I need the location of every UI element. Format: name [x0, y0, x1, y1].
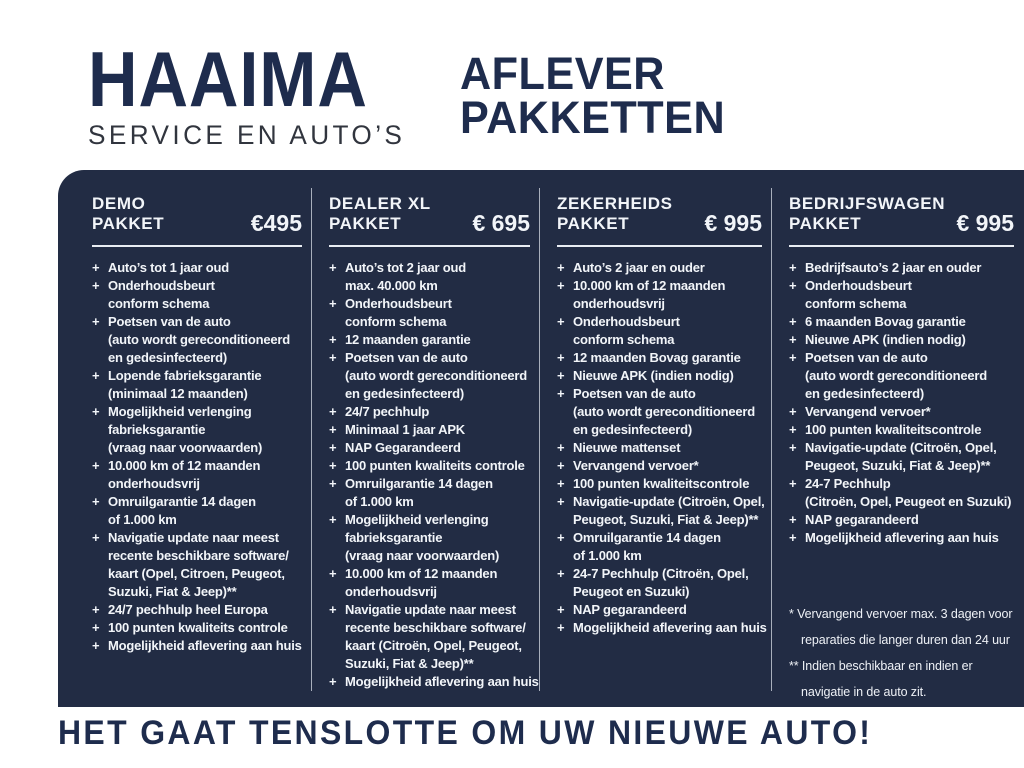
- package-name: [789, 194, 945, 234]
- package-item-text: [805, 403, 931, 421]
- package-item: [557, 565, 762, 601]
- package-item-text: [805, 421, 981, 439]
- footnote-line: * Vervangend vervoer max. 3 dagen voor: [789, 607, 1013, 621]
- package-item-text: [573, 529, 721, 565]
- package-item: [92, 493, 302, 529]
- package-item: [789, 421, 1014, 439]
- package-item-line: Nieuwe APK (indien nodig): [805, 332, 966, 347]
- footnotes: [789, 601, 1014, 705]
- plus-bullet-icon: +: [557, 260, 565, 275]
- package-item-line: (auto wordt gereconditioneerd: [108, 332, 290, 347]
- package-item: [557, 349, 762, 367]
- package-item: [92, 313, 302, 367]
- package-item-line: fabrieksgarantie: [108, 422, 206, 437]
- package-item-line: 24/7 pechhulp heel Europa: [108, 602, 268, 617]
- package-item-line: Vervangend vervoer*: [573, 458, 699, 473]
- package-item-list: [92, 259, 302, 655]
- package-name-line: ZEKERHEIDS: [557, 194, 673, 213]
- package-item: [557, 493, 765, 529]
- package-item: [789, 511, 1014, 529]
- package-item-text: [108, 313, 290, 367]
- package-item-line: NAP Gegarandeerd: [345, 440, 461, 455]
- plus-bullet-icon: +: [557, 386, 565, 401]
- package-item-line: Minimaal 1 jaar APK: [345, 422, 465, 437]
- package-column: [772, 170, 1024, 707]
- package-item-line: Mogelijkheid verlenging: [108, 404, 252, 419]
- package-item: [92, 277, 302, 313]
- package-item: [92, 601, 302, 619]
- package-item-text: [345, 439, 461, 457]
- package-item-line: Onderhoudsbeurt: [108, 278, 215, 293]
- package-item-line: NAP gegarandeerd: [573, 602, 687, 617]
- package-item-line: conform schema: [345, 314, 447, 329]
- package-item-line: of 1.000 km: [108, 512, 177, 527]
- package-item-line: Bedrijfsauto’s 2 jaar en ouder: [805, 260, 982, 275]
- package-item: [329, 457, 530, 475]
- footnote-line: ** Indien beschikbaar en indien er: [789, 659, 973, 673]
- package-item-line: Vervangend vervoer*: [805, 404, 931, 419]
- plus-bullet-icon: +: [329, 440, 337, 455]
- package-item-text: [108, 259, 229, 277]
- package-item-text: [573, 601, 687, 619]
- package-item-list: [789, 259, 1014, 547]
- package-item-line: (auto wordt gereconditioneerd: [345, 368, 527, 383]
- brand-logo: [88, 35, 415, 151]
- package-item: [557, 475, 762, 493]
- package-name-line: BEDRIJFSWAGEN: [789, 194, 946, 213]
- package-item-text: [108, 457, 260, 493]
- package-item: [557, 601, 762, 619]
- package-item: [557, 529, 762, 565]
- plus-bullet-icon: +: [789, 476, 797, 491]
- page-title-line1: AFLEVER: [460, 48, 665, 99]
- plus-bullet-icon: +: [789, 278, 797, 293]
- package-item-line: Omruilgarantie 14 dagen: [345, 476, 493, 491]
- package-item: [92, 457, 302, 493]
- package-item-text: [108, 637, 302, 655]
- package-item-line: en gedesinfecteerd): [805, 386, 925, 401]
- package-item-text: [805, 259, 981, 277]
- package-item-text: [108, 403, 262, 457]
- plus-bullet-icon: +: [557, 368, 565, 383]
- plus-bullet-icon: +: [329, 602, 337, 617]
- package-item-line: Navigatie update naar meest: [108, 530, 279, 545]
- plus-bullet-icon: +: [92, 494, 100, 509]
- plus-bullet-icon: +: [557, 494, 565, 509]
- plus-bullet-icon: +: [789, 440, 797, 455]
- package-item-line: Peugeot, Suzuki, Fiat & Jeep)**: [573, 512, 759, 527]
- package-item-line: onderhoudsvrij: [573, 296, 665, 311]
- plus-bullet-icon: +: [329, 404, 337, 419]
- package-item: [789, 331, 1014, 349]
- plus-bullet-icon: +: [557, 458, 565, 473]
- package-item-line: Suzuki, Fiat & Jeep)**: [108, 584, 237, 599]
- package-column: [58, 170, 312, 707]
- package-item-text: [108, 529, 289, 601]
- plus-bullet-icon: +: [789, 422, 797, 437]
- package-item: [92, 403, 302, 457]
- package-item-line: Poetsen van de auto: [573, 386, 696, 401]
- package-item: [329, 601, 530, 673]
- package-item-line: Peugeot en Suzuki): [573, 584, 690, 599]
- package-item-text: [805, 439, 997, 475]
- plus-bullet-icon: +: [92, 602, 100, 617]
- page-title-line2: PAKKETTEN: [460, 92, 726, 143]
- package-item-line: Peugeot, Suzuki, Fiat & Jeep)**: [805, 458, 991, 473]
- package-item-text: [805, 277, 912, 313]
- package-item: [789, 259, 1014, 277]
- package-header: [789, 194, 1014, 234]
- package-item: [329, 439, 530, 457]
- package-name-line: PAKKET: [557, 214, 630, 233]
- package-item-list: [329, 259, 539, 691]
- package-item-line: 24/7 pechhulp: [345, 404, 430, 419]
- package-item-line: 10.000 km of 12 maanden: [573, 278, 726, 293]
- package-item: [329, 421, 530, 439]
- package-item-line: onderhoudsvrij: [345, 584, 437, 599]
- package-name-line: PAKKET: [789, 214, 862, 233]
- package-header-underline: [557, 245, 762, 247]
- package-item-text: [573, 313, 680, 349]
- brand-name: HAAIMA: [88, 35, 368, 123]
- plus-bullet-icon: +: [557, 314, 565, 329]
- package-name: [329, 194, 431, 234]
- package-item-line: 100 punten kwaliteitscontrole: [805, 422, 982, 437]
- package-item-line: Navigatie update naar meest: [345, 602, 516, 617]
- plus-bullet-icon: +: [92, 404, 100, 419]
- plus-bullet-icon: +: [557, 530, 565, 545]
- package-item: [329, 475, 530, 511]
- package-item-line: of 1.000 km: [573, 548, 642, 563]
- package-item: [329, 511, 530, 565]
- package-item-line: Mogelijkheid aflevering aan huis: [345, 674, 539, 689]
- plus-bullet-icon: +: [557, 476, 565, 491]
- package-item-text: [108, 277, 215, 313]
- package-item-text: [573, 565, 749, 601]
- package-item-line: (vraag naar voorwaarden): [108, 440, 263, 455]
- packages-panel: [58, 170, 1024, 707]
- package-item-text: [573, 277, 725, 313]
- plus-bullet-icon: +: [92, 368, 100, 383]
- package-item: [789, 403, 1014, 421]
- plus-bullet-icon: +: [789, 332, 797, 347]
- package-header: [92, 194, 302, 234]
- package-item-line: conform schema: [805, 296, 907, 311]
- package-item-text: [805, 475, 1011, 511]
- package-item-line: Poetsen van de auto: [805, 350, 928, 365]
- plus-bullet-icon: +: [329, 674, 337, 689]
- package-name-line: PAKKET: [92, 214, 165, 233]
- package-item-line: (auto wordt gereconditioneerd: [805, 368, 987, 383]
- package-item-line: conform schema: [108, 296, 210, 311]
- package-price: € 995: [956, 210, 1014, 236]
- package-item: [92, 367, 302, 403]
- package-item-text: [573, 385, 755, 439]
- package-item-line: Omruilgarantie 14 dagen: [573, 530, 721, 545]
- package-item-line: 12 maanden Bovag garantie: [573, 350, 741, 365]
- package-item-line: Lopende fabrieksgarantie: [108, 368, 262, 383]
- footnote-line: navigatie in de auto zit.: [801, 685, 927, 699]
- package-column: [540, 170, 772, 707]
- package-item-line: en gedesinfecteerd): [345, 386, 465, 401]
- plus-bullet-icon: +: [557, 602, 565, 617]
- package-item-text: [573, 259, 705, 277]
- package-item-line: (vraag naar voorwaarden): [345, 548, 500, 563]
- package-item-line: kaart (Citroën, Opel, Peugeot,: [345, 638, 522, 653]
- package-item-line: Auto’s tot 1 jaar oud: [108, 260, 229, 275]
- package-item-line: recente beschikbare software/: [345, 620, 526, 635]
- package-item: [557, 385, 762, 439]
- package-item-line: Poetsen van de auto: [108, 314, 231, 329]
- plus-bullet-icon: +: [92, 530, 100, 545]
- plus-bullet-icon: +: [92, 278, 100, 293]
- plus-bullet-icon: +: [557, 440, 565, 455]
- plus-bullet-icon: +: [329, 566, 337, 581]
- package-item-line: of 1.000 km: [345, 494, 414, 509]
- plus-bullet-icon: +: [789, 404, 797, 419]
- package-item-line: Onderhoudsbeurt: [805, 278, 912, 293]
- package-item-line: en gedesinfecteerd): [108, 350, 228, 365]
- package-item: [329, 673, 539, 691]
- package-price: € 695: [472, 210, 530, 236]
- plus-bullet-icon: +: [92, 314, 100, 329]
- package-item-text: [345, 475, 493, 511]
- plus-bullet-icon: +: [789, 512, 797, 527]
- package-item-line: recente beschikbare software/: [108, 548, 289, 563]
- package-item-text: [573, 619, 767, 637]
- package-item-line: Mogelijkheid aflevering aan huis: [805, 530, 999, 545]
- plus-bullet-icon: +: [329, 512, 337, 527]
- package-item-text: [573, 457, 699, 475]
- package-item: [557, 457, 762, 475]
- package-item-text: [108, 367, 261, 403]
- package-item-text: [345, 421, 465, 439]
- package-item: [557, 277, 762, 313]
- package-header-underline: [789, 245, 1014, 247]
- package-item-text: [108, 601, 268, 619]
- package-item-text: [573, 367, 734, 385]
- package-item-text: [573, 493, 765, 529]
- package-item-line: NAP gegarandeerd: [805, 512, 919, 527]
- package-item-line: Omruilgarantie 14 dagen: [108, 494, 256, 509]
- package-header: [557, 194, 762, 234]
- package-item-text: [108, 619, 288, 637]
- package-item-text: [345, 403, 429, 421]
- plus-bullet-icon: +: [329, 296, 337, 311]
- package-item: [557, 313, 762, 349]
- package-item-line: Onderhoudsbeurt: [573, 314, 680, 329]
- package-item: [557, 619, 767, 637]
- package-item-line: Navigatie-update (Citroën, Opel,: [805, 440, 997, 455]
- package-item-line: Nieuwe mattenset: [573, 440, 681, 455]
- package-item-text: [345, 673, 539, 691]
- package-item: [329, 259, 530, 295]
- package-item: [789, 313, 1014, 331]
- package-item-line: 12 maanden garantie: [345, 332, 471, 347]
- package-item-line: Auto’s 2 jaar en ouder: [573, 260, 705, 275]
- package-item: [329, 331, 530, 349]
- plus-bullet-icon: +: [329, 332, 337, 347]
- package-item-text: [573, 475, 749, 493]
- package-item-line: Onderhoudsbeurt: [345, 296, 452, 311]
- package-item-line: 24-7 Pechhulp (Citroën, Opel,: [573, 566, 749, 581]
- package-item-text: [805, 313, 966, 331]
- package-item-text: [345, 349, 527, 403]
- package-item-line: (Citroën, Opel, Peugeot en Suzuki): [805, 494, 1012, 509]
- package-item-text: [345, 331, 471, 349]
- plus-bullet-icon: +: [92, 620, 100, 635]
- plus-bullet-icon: +: [329, 422, 337, 437]
- plus-bullet-icon: +: [92, 260, 100, 275]
- package-item-line: 100 punten kwaliteits controle: [345, 458, 525, 473]
- package-item-line: max. 40.000 km: [345, 278, 438, 293]
- package-item-text: [108, 493, 256, 529]
- package-item-line: Navigatie-update (Citroën, Opel,: [573, 494, 765, 509]
- package-item-line: 100 punten kwaliteitscontrole: [573, 476, 750, 491]
- package-name-line: DEMO: [92, 194, 146, 213]
- package-header-underline: [329, 245, 530, 247]
- package-item-line: Auto’s tot 2 jaar oud: [345, 260, 466, 275]
- package-item: [557, 367, 762, 385]
- package-header-underline: [92, 245, 302, 247]
- package-item-line: 100 punten kwaliteits controle: [108, 620, 288, 635]
- footnote-line: reparaties die langer duren dan 24 uur: [801, 633, 1010, 647]
- package-item-text: [345, 259, 466, 295]
- package-item-line: 10.000 km of 12 maanden: [108, 458, 261, 473]
- plus-bullet-icon: +: [789, 350, 797, 365]
- plus-bullet-icon: +: [557, 278, 565, 293]
- brand-subtitle: SERVICE EN AUTO’S: [88, 120, 406, 150]
- package-item-line: Mogelijkheid aflevering aan huis: [573, 620, 767, 635]
- plus-bullet-icon: +: [329, 260, 337, 275]
- package-item-line: 24-7 Pechhulp: [805, 476, 891, 491]
- package-item-line: 10.000 km of 12 maanden: [345, 566, 498, 581]
- package-item-text: [573, 349, 741, 367]
- package-item-line: onderhoudsvrij: [108, 476, 200, 491]
- package-item: [92, 259, 302, 277]
- package-item-text: [805, 349, 987, 403]
- package-item-text: [805, 511, 919, 529]
- package-item-line: conform schema: [573, 332, 675, 347]
- plus-bullet-icon: +: [92, 638, 100, 653]
- plus-bullet-icon: +: [789, 530, 797, 545]
- package-item: [789, 475, 1014, 511]
- package-item: [329, 295, 530, 331]
- package-item-line: en gedesinfecteerd): [573, 422, 693, 437]
- package-item-line: 6 maanden Bovag garantie: [805, 314, 966, 329]
- package-item-line: Poetsen van de auto: [345, 350, 468, 365]
- package-item-text: [805, 331, 966, 349]
- package-item-line: kaart (Opel, Citroen, Peugeot,: [108, 566, 285, 581]
- package-item-line: Nieuwe APK (indien nodig): [573, 368, 734, 383]
- package-item-text: [345, 295, 452, 331]
- page-title: [460, 48, 726, 143]
- plus-bullet-icon: +: [789, 260, 797, 275]
- package-item-list: [557, 259, 767, 637]
- plus-bullet-icon: +: [557, 566, 565, 581]
- package-name-line: DEALER XL: [329, 194, 431, 213]
- package-item-text: [345, 601, 526, 673]
- package-price: €495: [250, 210, 302, 236]
- package-item: [329, 349, 530, 403]
- package-item: [789, 277, 1014, 313]
- package-item-text: [805, 529, 999, 547]
- package-price: € 995: [704, 210, 762, 236]
- package-item: [557, 439, 762, 457]
- package-name-line: PAKKET: [329, 214, 402, 233]
- package-item: [789, 529, 1014, 547]
- package-item-line: (minimaal 12 maanden): [108, 386, 248, 401]
- package-item-line: fabrieksgarantie: [345, 530, 443, 545]
- package-item: [92, 529, 302, 601]
- package-item-line: Mogelijkheid verlenging: [345, 512, 489, 527]
- package-header: [329, 194, 530, 234]
- package-column: [312, 170, 540, 707]
- package-item-text: [573, 439, 680, 457]
- package-item: [92, 619, 302, 637]
- package-item: [789, 349, 1014, 403]
- package-item-text: [345, 457, 525, 475]
- package-item-line: (auto wordt gereconditioneerd: [573, 404, 755, 419]
- package-item: [329, 403, 530, 421]
- package-item: [557, 259, 762, 277]
- package-item: [329, 565, 530, 601]
- plus-bullet-icon: +: [557, 620, 565, 635]
- plus-bullet-icon: +: [329, 350, 337, 365]
- package-item-text: [345, 511, 499, 565]
- package-item-line: Mogelijkheid aflevering aan huis: [108, 638, 302, 653]
- plus-bullet-icon: +: [329, 458, 337, 473]
- package-item-text: [345, 565, 497, 601]
- package-name: [557, 194, 673, 234]
- package-item: [92, 637, 302, 655]
- package-name: [92, 194, 164, 234]
- plus-bullet-icon: +: [557, 350, 565, 365]
- plus-bullet-icon: +: [92, 458, 100, 473]
- package-item-line: Suzuki, Fiat & Jeep)**: [345, 656, 474, 671]
- plus-bullet-icon: +: [329, 476, 337, 491]
- package-item: [789, 439, 1014, 475]
- plus-bullet-icon: +: [789, 314, 797, 329]
- footer-tagline: HET GAAT TENSLOTTE OM UW NIEUWE AUTO!: [58, 714, 873, 752]
